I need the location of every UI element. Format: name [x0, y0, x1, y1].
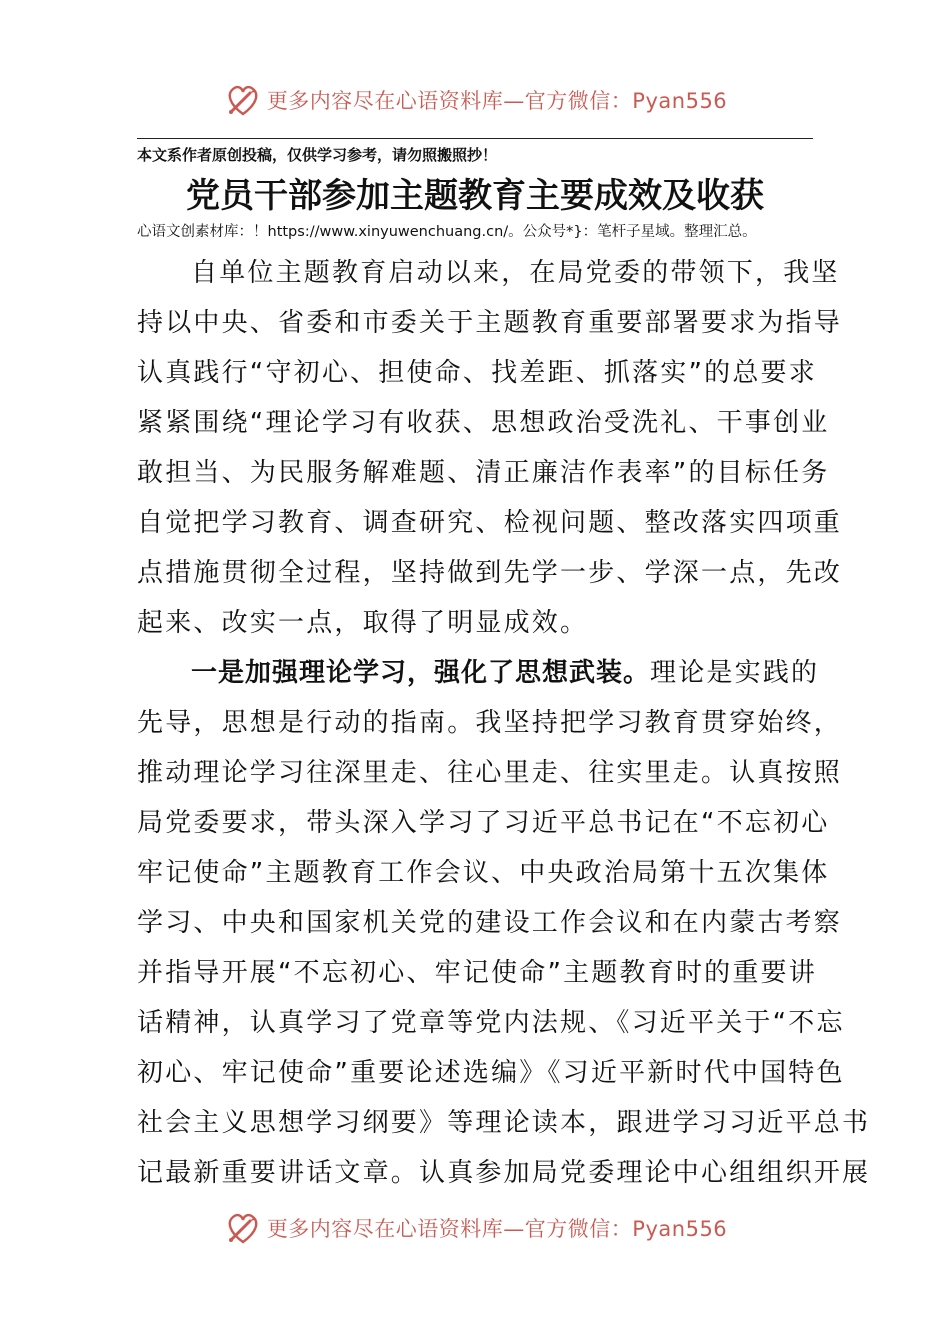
paragraph-line: 牢记使命”主题教育工作会议、中央政治局第十五次集体	[137, 858, 830, 888]
paragraph-line	[137, 648, 820, 698]
heart-pen-logo-icon	[223, 80, 263, 120]
section-heading: 一是加强理论学习，强化了思想武装。	[191, 658, 651, 688]
banner-text: 更多内容尽在心语资料库—官方微信：Pyan556	[266, 89, 728, 113]
header-rule	[137, 138, 813, 139]
heart-pen-logo-icon	[223, 1208, 263, 1248]
paragraph-line: 先导，思想是行动的指南。我坚持把学习教育贯穿始终，	[137, 708, 843, 738]
source-line: 心语文创素材库：！https://www.xinyuwenchuang.cn/。公众号*}：笔杆子星域。整理汇总。	[137, 224, 757, 240]
document-body	[137, 248, 871, 1198]
paragraph-line: 起来、改实一点，取得了明显成效。	[137, 608, 589, 638]
footer-banner	[0, 1208, 950, 1248]
document-title: 党员干部参加主题教育主要成效及收获	[186, 176, 764, 216]
paragraph-line: 初心、牢记使命”重要论述选编》《习近平新时代中国特色	[137, 1058, 845, 1088]
paragraph-line: 自觉把学习教育、调查研究、检视问题、整改落实四项重	[137, 508, 843, 538]
banner-text: 更多内容尽在心语资料库—官方微信：Pyan556	[266, 1217, 728, 1241]
paragraph-line: 局党委要求，带头深入学习了习近平总书记在“不忘初心	[137, 808, 830, 838]
paragraph-line: 社会主义思想学习纲要》等理论读本，跟进学习习近平总书	[137, 1108, 871, 1138]
paragraph-line: 持以中央、省委和市委关于主题教育重要部署要求为指导	[137, 308, 843, 338]
paragraph-line: 自单位主题教育启动以来，在局党委的带领下，我坚	[191, 258, 840, 288]
paragraph-text: 理论是实践的	[650, 658, 820, 688]
paragraph-line: 点措施贯彻全过程，坚持做到先学一步、学深一点，先改	[137, 558, 843, 588]
paragraph-line: 记最新重要讲话文章。认真参加局党委理论中心组组织开展	[137, 1158, 871, 1188]
paragraph-line: 话精神，认真学习了党章等党内法规、《习近平关于“不忘	[137, 1008, 845, 1038]
paragraph-line: 敢担当、为民服务解难题、清正廉洁作表率”的目标任务	[137, 458, 830, 488]
paragraph-line: 认真践行“守初心、担使命、找差距、抓落实”的总要求	[137, 358, 817, 388]
paragraph-line: 推动理论学习往深里走、往心里走、往实里走。认真按照	[137, 758, 843, 788]
header-banner	[0, 80, 950, 120]
copyright-notice: 本文系作者原创投稿，仅供学习参考，请勿照搬照抄！	[137, 146, 498, 164]
paragraph-theory	[137, 648, 871, 1198]
paragraph-line: 学习、中央和国家机关党的建设工作会议和在内蒙古考察	[137, 908, 843, 938]
paragraph-line: 紧紧围绕“理论学习有收获、思想政治受洗礼、干事创业	[137, 408, 830, 438]
paragraph-line: 并指导开展“不忘初心、牢记使命”主题教育时的重要讲	[137, 958, 817, 988]
paragraph-intro	[137, 248, 843, 648]
